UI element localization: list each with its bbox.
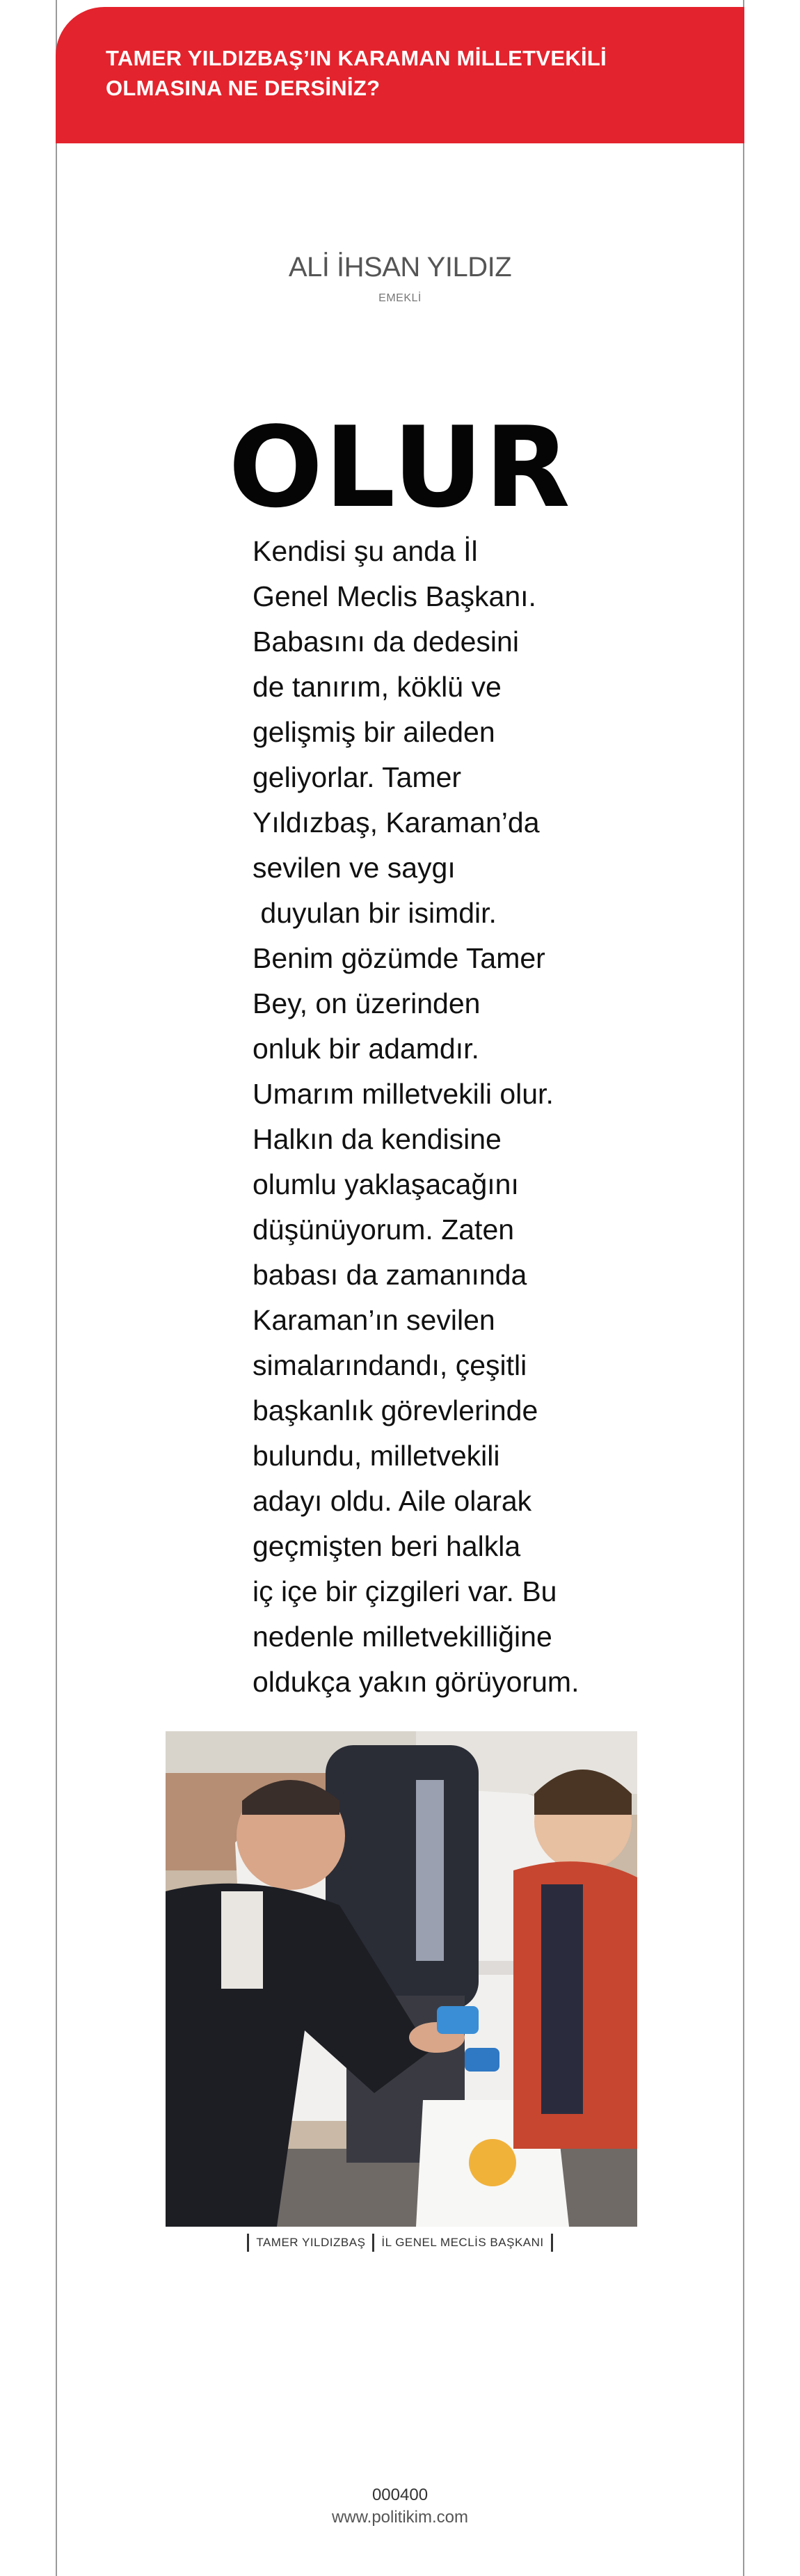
caption-name: TAMER YILDIZBAŞ	[256, 2236, 366, 2249]
caption-title: İL GENEL MECLİS BAŞKANI	[381, 2236, 544, 2249]
body-line: Bey, on üzerinden	[253, 987, 481, 1019]
body-line: simalarındandı, çeşitli	[253, 1349, 527, 1381]
body-line: gelişmiş bir aileden	[253, 716, 495, 748]
body-line: Kendisi şu anda İl	[253, 535, 478, 567]
body-line: olumlu yaklaşacağını	[253, 1168, 519, 1200]
body-line: Yıldızbaş, Karaman’da	[253, 806, 540, 838]
body-line: geliyorlar. Tamer	[253, 761, 462, 793]
body-line: Halkın da kendisine	[253, 1123, 502, 1155]
footer-site-link[interactable]: www.politikim.com	[331, 2508, 469, 2527]
headline: OLUR	[228, 402, 572, 532]
body-line: düşünüyorum. Zaten	[253, 1214, 515, 1246]
body-line: sevilen ve saygı	[253, 852, 456, 884]
body-line: Karaman’ın sevilen	[253, 1304, 495, 1336]
body-line: bulundu, milletvekili	[253, 1440, 500, 1472]
body-line: geçmişten beri halkla	[253, 1530, 521, 1562]
article-body	[253, 529, 614, 1705]
author-name: ALİ İHSAN YILDIZ	[288, 252, 512, 283]
body-line: Genel Meclis Başkanı.	[253, 580, 536, 612]
body-line: başkanlık görevlerinde	[253, 1394, 538, 1426]
body-line: Babasını da dedesini	[253, 626, 519, 658]
body-line: de tanırım, köklü ve	[253, 671, 502, 703]
body-line: oldukça yakın görüyorum.	[253, 1666, 579, 1698]
article-photo	[166, 1731, 637, 2227]
body-line: babası da zamanında	[253, 1259, 527, 1291]
header-title: TAMER YILDIZBAŞ’IN KARAMAN MİLLETVEKİLİ OLMASINA NE DERSİNİZ?	[106, 46, 607, 100]
body-line: adayı oldu. Aile olarak	[253, 1485, 532, 1517]
author-role: EMEKLİ	[378, 292, 422, 304]
caption-bar	[372, 2234, 374, 2252]
header-banner	[56, 7, 744, 143]
body-line: duyulan bir isimdir.	[253, 897, 497, 929]
footer-code: 000400	[371, 2486, 429, 2504]
body-line: Umarım milletvekili olur.	[253, 1078, 554, 1110]
body-line: Benim gözümde Tamer	[253, 942, 545, 974]
body-line: nedenle milletvekilliğine	[253, 1621, 552, 1653]
body-line: iç içe bir çizgileri var. Bu	[253, 1575, 557, 1607]
caption-bar	[247, 2234, 249, 2252]
body-line: onluk bir adamdır.	[253, 1033, 479, 1065]
photo-caption	[56, 2234, 744, 2252]
caption-bar	[551, 2234, 553, 2252]
